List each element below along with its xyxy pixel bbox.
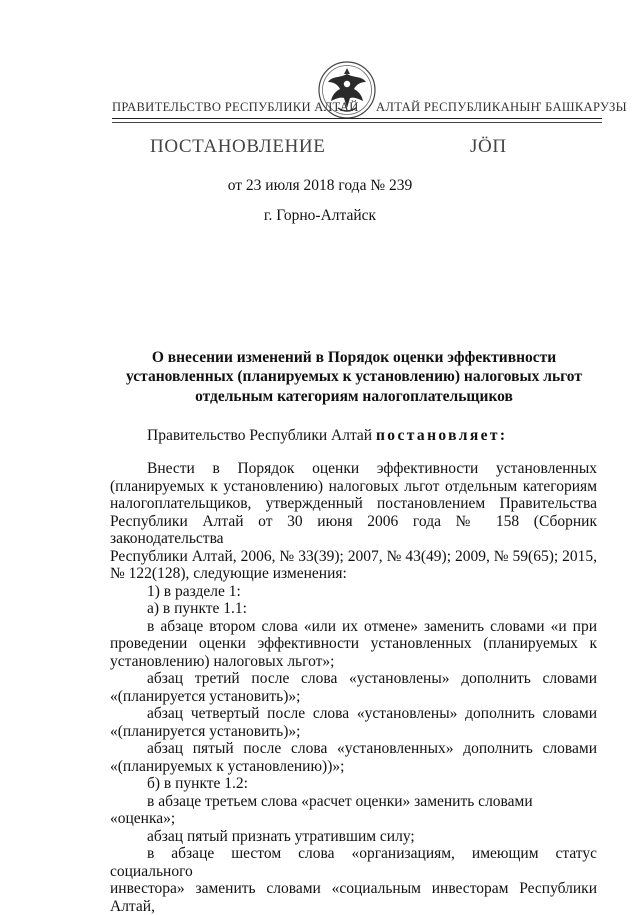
body-line: налогоплательщиков, утвержденный постановлением Правительства [110,495,597,512]
body-line: «(планируемых к установлению))»; [110,757,345,775]
body-line: (планируемых к установлению) налоговых льгот отдельным категориям [110,477,597,495]
body-line: Республики Алтай, 2006, № 33(39); 2007, № 43(49); 2009, № 59(65); 2015, [110,547,597,565]
document-city: г. Горно-Алтайск [263,207,377,224]
body-line: абзац пятый признать утратившим силу; [147,827,415,845]
body-line: в абзаце третьем слова «расчет оценки» заменить словами «оценка»; [110,792,533,827]
government-name-altai: АЛТАЙ РЕСПУБЛИКАНЫҤ БАШКАРУЗЫ [376,100,627,114]
decree-statement [147,427,507,445]
title-line: установленных (планируемых к установлению) налоговых льгот [126,368,582,386]
body-line: абзац пятый после слова «установленных» дополнить словами [147,740,597,757]
body-line: а) в пункте 1.1: [147,600,247,617]
decree-lead: Правительство Республики Алтай [147,427,376,444]
body-line: установлению) налоговых льгот»; [110,652,335,670]
body-line: Республики Алтай от 30 июня 2006 года № 158 (Сборник законодательства [110,512,597,547]
body-line: инвестора» заменить словами «социальным инвесторам Республики Алтай, [110,880,597,915]
body-line: абзац четвертый после слова «установлены» дополнить словами [147,705,597,722]
body-line: в абзаце шестом слова «организациям, имеющим статус социального [110,845,597,880]
body-line: «(планируется установить)»; [110,722,301,740]
decree-verb: постановляет: [375,427,508,444]
doc-type-russian: ПОСТАНОВЛЕНИЕ [150,136,326,157]
title-line: отдельным категориям налогоплательщиков [195,387,513,405]
header-rule-thin [112,122,602,123]
body-line: б) в пункте 1.2: [147,775,248,792]
header-rule-thick [112,118,602,119]
document-body [110,460,597,915]
body-line: Внести в Порядок оценки эффективности установленных [147,460,597,477]
document-title [112,348,596,406]
document-date-number: от 23 июля 2018 года № 239 [227,177,413,194]
body-line: в абзаце втором слова «или их отмене» заменить словами «и при [147,617,597,635]
body-line: 1) в разделе 1: [147,582,241,600]
body-line: проведении оценки эффективности установленных (планируемых к [110,635,597,652]
body-line: № 122(128), следующие изменения: [110,565,347,582]
title-line: О внесении изменений в Порядок оценки эффективности [151,349,557,366]
government-name-russian: ПРАВИТЕЛЬСТВО РЕСПУБЛИКИ АЛТАЙ [112,100,359,114]
body-line: «(планируется установить)»; [110,687,301,705]
body-line: абзац третий после слова «установлены» дополнить словами [147,670,597,687]
doc-type-altai: JÖП [470,136,507,157]
